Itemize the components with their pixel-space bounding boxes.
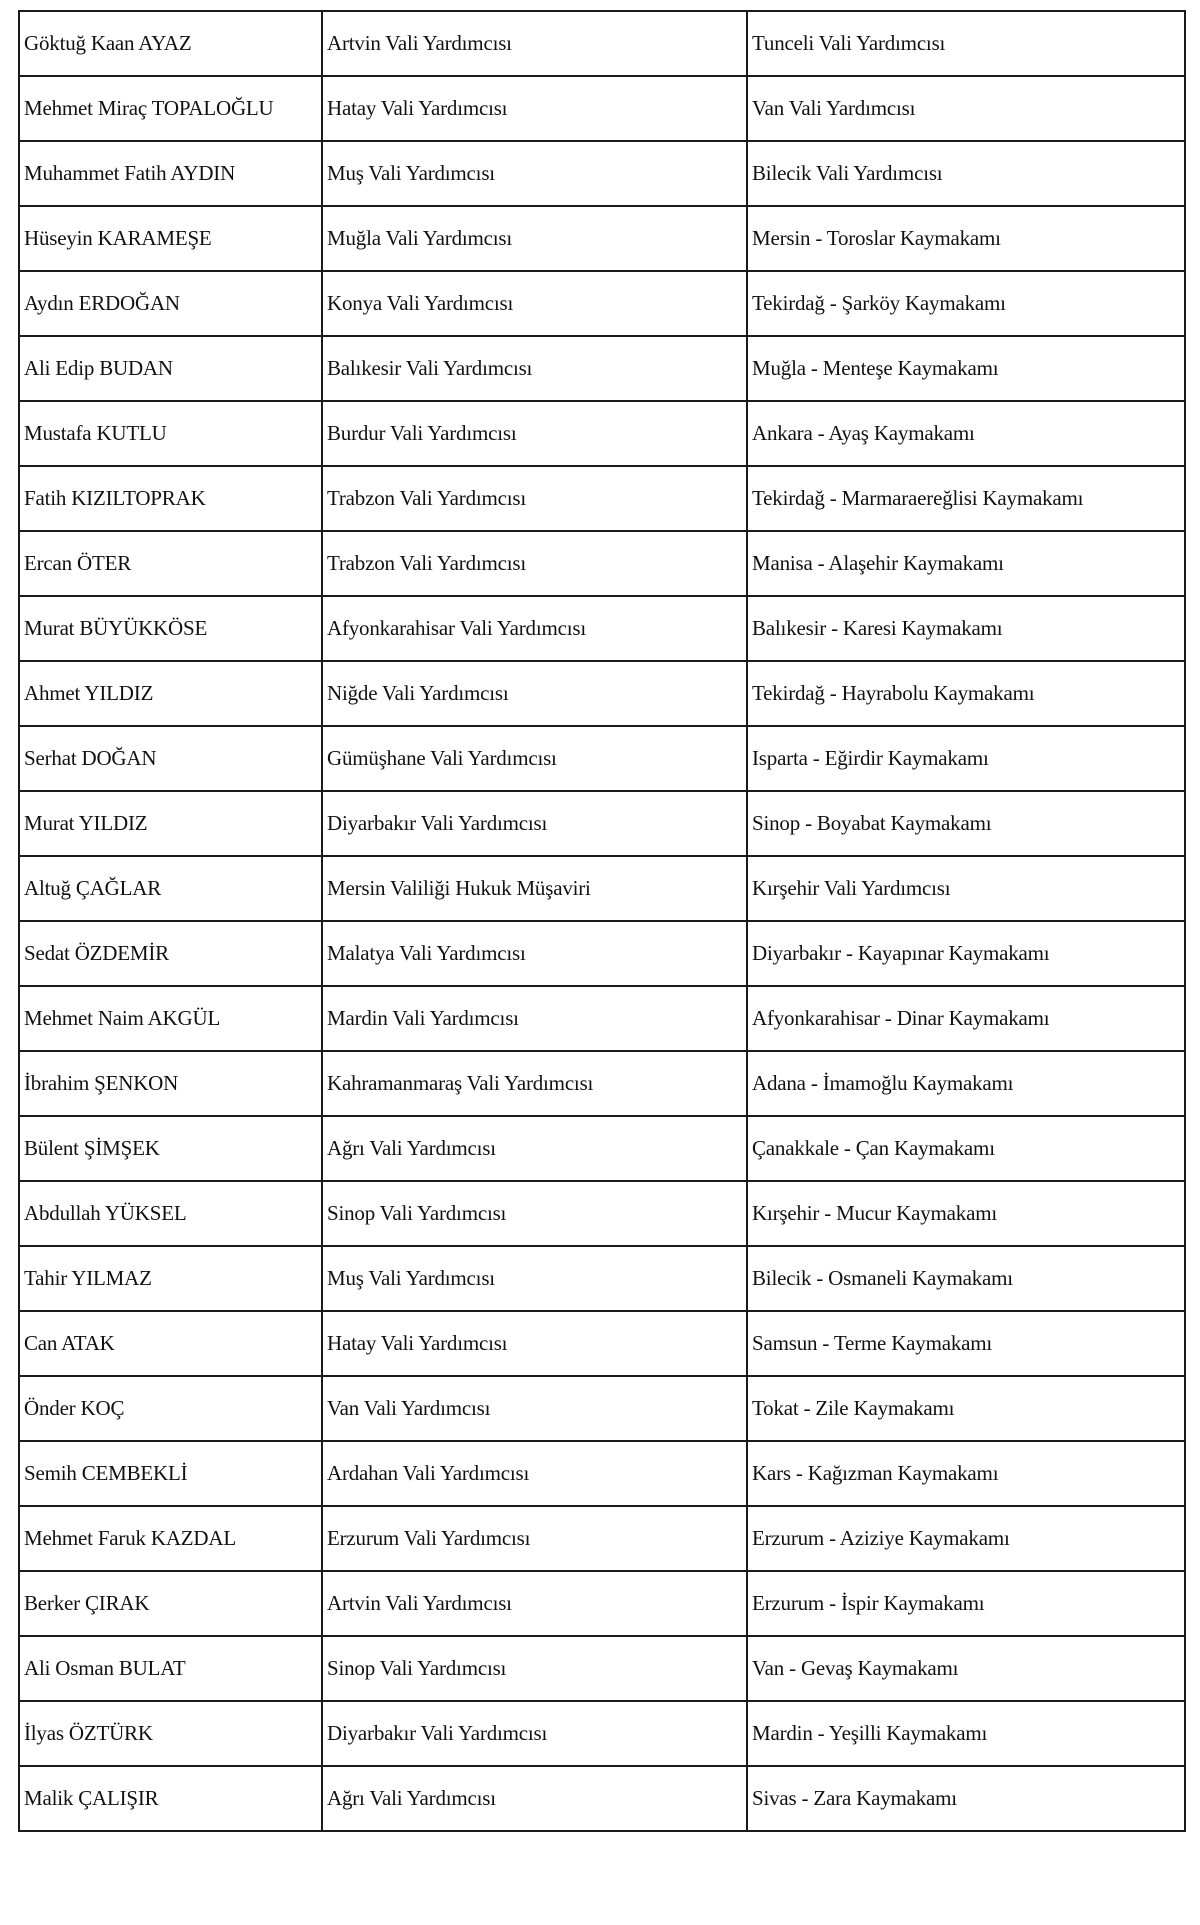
new-position-cell: Muğla - Menteşe Kaymakamı <box>747 336 1185 401</box>
current-position-cell: Kahramanmaraş Vali Yardımcısı <box>322 1051 747 1116</box>
new-position-cell: Afyonkarahisar - Dinar Kaymakamı <box>747 986 1185 1051</box>
name-cell: Malik ÇALIŞIR <box>19 1766 322 1831</box>
current-position-cell: Hatay Vali Yardımcısı <box>322 76 747 141</box>
new-position-cell: Tekirdağ - Şarköy Kaymakamı <box>747 271 1185 336</box>
name-cell: Ali Edip BUDAN <box>19 336 322 401</box>
current-position-cell: Muş Vali Yardımcısı <box>322 1246 747 1311</box>
name-cell: Semih CEMBEKLİ <box>19 1441 322 1506</box>
new-position-cell: Erzurum - Aziziye Kaymakamı <box>747 1506 1185 1571</box>
table-row <box>19 1311 1185 1376</box>
name-cell: Mustafa KUTLU <box>19 401 322 466</box>
current-position-cell: Artvin Vali Yardımcısı <box>322 1571 747 1636</box>
table-row <box>19 1636 1185 1701</box>
new-position-cell: Kırşehir Vali Yardımcısı <box>747 856 1185 921</box>
table-row <box>19 791 1185 856</box>
name-cell: Önder KOÇ <box>19 1376 322 1441</box>
new-position-cell: Çanakkale - Çan Kaymakamı <box>747 1116 1185 1181</box>
new-position-cell: Sinop - Boyabat Kaymakamı <box>747 791 1185 856</box>
table-row <box>19 1116 1185 1181</box>
table-row <box>19 596 1185 661</box>
new-position-cell: Balıkesir - Karesi Kaymakamı <box>747 596 1185 661</box>
current-position-cell: Ardahan Vali Yardımcısı <box>322 1441 747 1506</box>
new-position-cell: Tekirdağ - Marmaraereğlisi Kaymakamı <box>747 466 1185 531</box>
new-position-cell: Ankara - Ayaş Kaymakamı <box>747 401 1185 466</box>
name-cell: Ercan ÖTER <box>19 531 322 596</box>
current-position-cell: Sinop Vali Yardımcısı <box>322 1636 747 1701</box>
table-row <box>19 1441 1185 1506</box>
appointments-table-body <box>19 11 1185 1831</box>
current-position-cell: Muş Vali Yardımcısı <box>322 141 747 206</box>
new-position-cell: Kırşehir - Mucur Kaymakamı <box>747 1181 1185 1246</box>
table-row <box>19 986 1185 1051</box>
name-cell: Bülent ŞİMŞEK <box>19 1116 322 1181</box>
table-row <box>19 401 1185 466</box>
name-cell: Mehmet Faruk KAZDAL <box>19 1506 322 1571</box>
name-cell: Can ATAK <box>19 1311 322 1376</box>
current-position-cell: Artvin Vali Yardımcısı <box>322 11 747 76</box>
table-row <box>19 1376 1185 1441</box>
current-position-cell: Muğla Vali Yardımcısı <box>322 206 747 271</box>
table-row <box>19 1246 1185 1311</box>
new-position-cell: Tokat - Zile Kaymakamı <box>747 1376 1185 1441</box>
new-position-cell: Isparta - Eğirdir Kaymakamı <box>747 726 1185 791</box>
table-row <box>19 1701 1185 1766</box>
current-position-cell: Van Vali Yardımcısı <box>322 1376 747 1441</box>
new-position-cell: Kars - Kağızman Kaymakamı <box>747 1441 1185 1506</box>
current-position-cell: Konya Vali Yardımcısı <box>322 271 747 336</box>
new-position-cell: Bilecik - Osmaneli Kaymakamı <box>747 1246 1185 1311</box>
table-row <box>19 921 1185 986</box>
current-position-cell: Trabzon Vali Yardımcısı <box>322 531 747 596</box>
name-cell: İbrahim ŞENKON <box>19 1051 322 1116</box>
current-position-cell: Diyarbakır Vali Yardımcısı <box>322 791 747 856</box>
new-position-cell: Bilecik Vali Yardımcısı <box>747 141 1185 206</box>
table-row <box>19 11 1185 76</box>
current-position-cell: Ağrı Vali Yardımcısı <box>322 1116 747 1181</box>
name-cell: İlyas ÖZTÜRK <box>19 1701 322 1766</box>
name-cell: Altuğ ÇAĞLAR <box>19 856 322 921</box>
name-cell: Abdullah YÜKSEL <box>19 1181 322 1246</box>
name-cell: Murat BÜYÜKKÖSE <box>19 596 322 661</box>
table-row <box>19 726 1185 791</box>
new-position-cell: Van Vali Yardımcısı <box>747 76 1185 141</box>
new-position-cell: Manisa - Alaşehir Kaymakamı <box>747 531 1185 596</box>
name-cell: Göktuğ Kaan AYAZ <box>19 11 322 76</box>
name-cell: Sedat ÖZDEMİR <box>19 921 322 986</box>
name-cell: Mehmet Miraç TOPALOĞLU <box>19 76 322 141</box>
current-position-cell: Mersin Valiliği Hukuk Müşaviri <box>322 856 747 921</box>
current-position-cell: Burdur Vali Yardımcısı <box>322 401 747 466</box>
current-position-cell: Sinop Vali Yardımcısı <box>322 1181 747 1246</box>
new-position-cell: Diyarbakır - Kayapınar Kaymakamı <box>747 921 1185 986</box>
name-cell: Berker ÇIRAK <box>19 1571 322 1636</box>
new-position-cell: Erzurum - İspir Kaymakamı <box>747 1571 1185 1636</box>
current-position-cell: Erzurum Vali Yardımcısı <box>322 1506 747 1571</box>
table-row <box>19 1051 1185 1116</box>
table-row <box>19 206 1185 271</box>
name-cell: Fatih KIZILTOPRAK <box>19 466 322 531</box>
table-row <box>19 1766 1185 1831</box>
table-row <box>19 336 1185 401</box>
new-position-cell: Sivas - Zara Kaymakamı <box>747 1766 1185 1831</box>
table-row <box>19 466 1185 531</box>
current-position-cell: Hatay Vali Yardımcısı <box>322 1311 747 1376</box>
name-cell: Tahir YILMAZ <box>19 1246 322 1311</box>
new-position-cell: Tunceli Vali Yardımcısı <box>747 11 1185 76</box>
table-row <box>19 1181 1185 1246</box>
document-page <box>18 10 1184 1832</box>
name-cell: Muhammet Fatih AYDIN <box>19 141 322 206</box>
new-position-cell: Tekirdağ - Hayrabolu Kaymakamı <box>747 661 1185 726</box>
current-position-cell: Mardin Vali Yardımcısı <box>322 986 747 1051</box>
table-row <box>19 1506 1185 1571</box>
current-position-cell: Afyonkarahisar Vali Yardımcısı <box>322 596 747 661</box>
table-row <box>19 1571 1185 1636</box>
name-cell: Mehmet Naim AKGÜL <box>19 986 322 1051</box>
table-row <box>19 141 1185 206</box>
name-cell: Serhat DOĞAN <box>19 726 322 791</box>
table-row <box>19 271 1185 336</box>
current-position-cell: Niğde Vali Yardımcısı <box>322 661 747 726</box>
current-position-cell: Diyarbakır Vali Yardımcısı <box>322 1701 747 1766</box>
current-position-cell: Ağrı Vali Yardımcısı <box>322 1766 747 1831</box>
table-row <box>19 856 1185 921</box>
current-position-cell: Trabzon Vali Yardımcısı <box>322 466 747 531</box>
name-cell: Ahmet YILDIZ <box>19 661 322 726</box>
appointments-table <box>18 10 1186 1832</box>
current-position-cell: Gümüşhane Vali Yardımcısı <box>322 726 747 791</box>
name-cell: Aydın ERDOĞAN <box>19 271 322 336</box>
name-cell: Ali Osman BULAT <box>19 1636 322 1701</box>
new-position-cell: Mersin - Toroslar Kaymakamı <box>747 206 1185 271</box>
new-position-cell: Van - Gevaş Kaymakamı <box>747 1636 1185 1701</box>
table-row <box>19 661 1185 726</box>
new-position-cell: Adana - İmamoğlu Kaymakamı <box>747 1051 1185 1116</box>
current-position-cell: Malatya Vali Yardımcısı <box>322 921 747 986</box>
name-cell: Hüseyin KARAMEŞE <box>19 206 322 271</box>
table-row <box>19 76 1185 141</box>
name-cell: Murat YILDIZ <box>19 791 322 856</box>
current-position-cell: Balıkesir Vali Yardımcısı <box>322 336 747 401</box>
table-row <box>19 531 1185 596</box>
new-position-cell: Mardin - Yeşilli Kaymakamı <box>747 1701 1185 1766</box>
new-position-cell: Samsun - Terme Kaymakamı <box>747 1311 1185 1376</box>
